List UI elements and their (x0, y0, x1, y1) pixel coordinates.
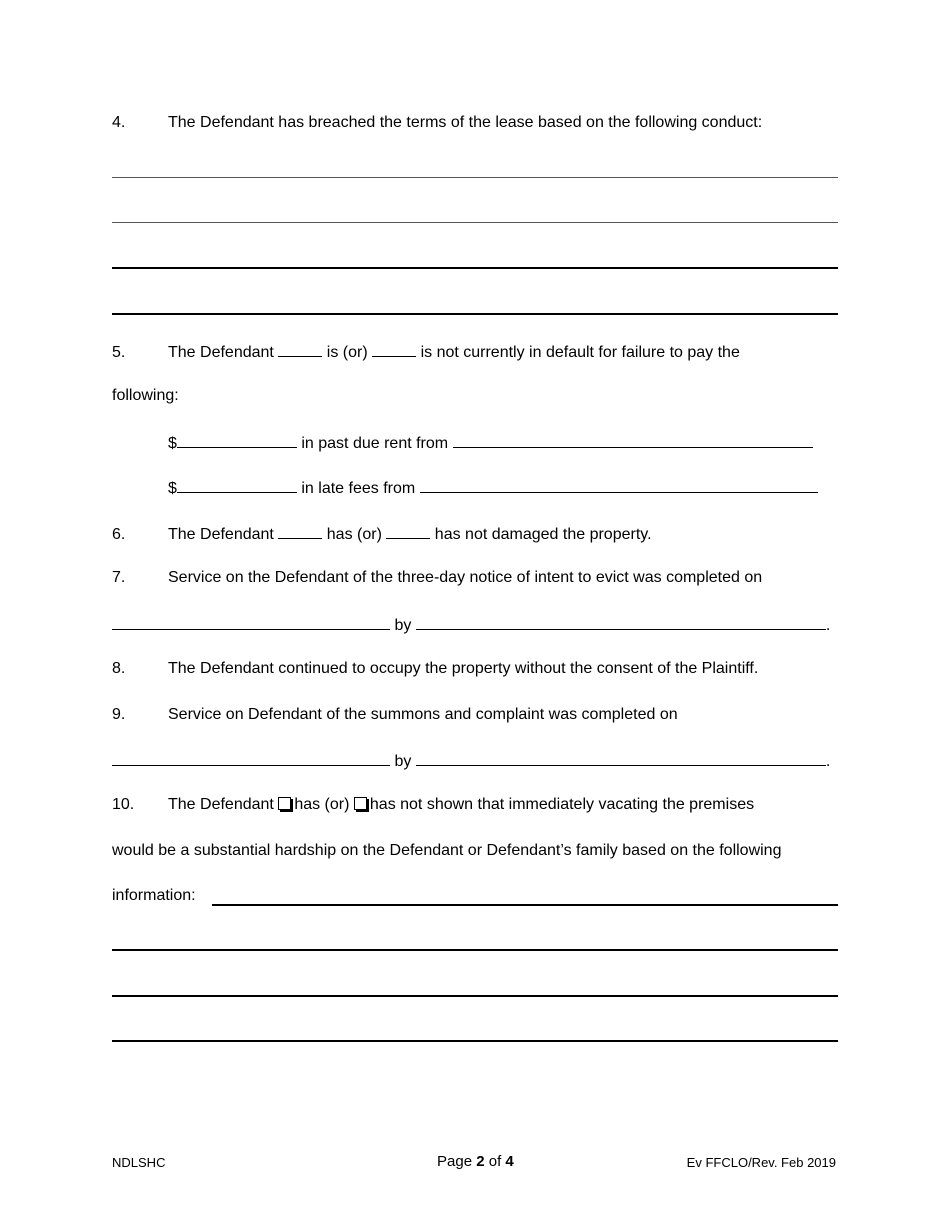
item-10-opt2: has not shown that immediately vacating the premises (369, 796, 755, 813)
fees-dollar-sign: $ (168, 480, 177, 497)
item-5-pre: The Defendant (168, 344, 274, 361)
item-5-mid: is (or) (326, 344, 368, 361)
page-total: 4 (505, 1153, 514, 1170)
info-label: information: (112, 887, 196, 904)
item-9-end: . (825, 753, 831, 770)
rent-period-blank[interactable] (453, 432, 813, 448)
item-4 (112, 113, 762, 133)
item-6-pre: The Defendant (168, 526, 274, 543)
item-6 (112, 523, 652, 545)
rent-label: in past due rent from (301, 435, 449, 452)
item-6-number: 6. (112, 526, 126, 543)
fees-amount-blank[interactable] (177, 477, 297, 493)
item-5-post: is not currently in default for failure to pay the (420, 344, 740, 361)
hardship-line-2[interactable] (112, 949, 838, 951)
item-7-number: 7. (112, 569, 126, 586)
item-10-continuation: would be a substantial hardship on the Defendant or Defendant’s family based on the following (112, 842, 782, 859)
item-4-number: 4. (112, 114, 126, 131)
damaged-has-not-blank[interactable] (386, 523, 430, 539)
page-word: Page (437, 1153, 473, 1170)
item-9-number: 9. (112, 706, 126, 723)
item-8-text: The Defendant continued to occupy the property without the consent of the Plaintiff. (168, 660, 759, 677)
fees-period-blank[interactable] (420, 477, 818, 493)
item-10-number: 10. (112, 796, 135, 813)
item-7-text: Service on the Defendant of the three-day notice of intent to evict was completed on (168, 569, 763, 586)
item-8 (112, 659, 758, 679)
item-7-by: by (394, 617, 412, 634)
item-9-completion-row (112, 750, 830, 772)
page-number: 2 (476, 1153, 485, 1170)
hardship-line-3[interactable] (112, 995, 838, 997)
item-6-post: has not damaged the property. (434, 526, 652, 543)
rent-amount-blank[interactable] (177, 432, 297, 448)
conduct-line-1[interactable] (112, 177, 838, 178)
has-not-shown-checkbox[interactable] (354, 797, 367, 810)
damaged-has-blank[interactable] (278, 523, 322, 539)
late-fees-row (168, 477, 818, 499)
footer-right: Ev FFCLO/Rev. Feb 2019 (686, 1155, 836, 1170)
rent-dollar-sign: $ (168, 435, 177, 452)
page-indicator (437, 1154, 514, 1170)
item-7 (112, 568, 762, 588)
item-5-number: 5. (112, 344, 126, 361)
item-8-number: 8. (112, 660, 126, 677)
summons-served-by-blank[interactable] (416, 750, 826, 766)
footer-left: NDLSHC (112, 1155, 166, 1170)
hardship-line-4[interactable] (112, 1040, 838, 1042)
conduct-line-4[interactable] (112, 313, 838, 315)
has-shown-checkbox[interactable] (278, 797, 291, 810)
fees-label: in late fees from (301, 480, 416, 497)
conduct-line-2[interactable] (112, 222, 838, 223)
notice-date-blank[interactable] (112, 614, 390, 630)
item-5-continuation: following: (112, 387, 179, 404)
of-word: of (488, 1153, 502, 1170)
conduct-line-3[interactable] (112, 267, 838, 269)
item-10-info-row (112, 886, 196, 906)
notice-served-by-blank[interactable] (416, 614, 826, 630)
summons-date-blank[interactable] (112, 750, 390, 766)
default-is-blank[interactable] (278, 341, 322, 357)
item-6-mid: has (or) (326, 526, 382, 543)
item-9 (112, 705, 678, 725)
item-10-opt1: has (or) (294, 796, 350, 813)
default-is-not-blank[interactable] (372, 341, 416, 357)
hardship-line-1[interactable] (212, 904, 838, 906)
item-10 (112, 795, 754, 815)
past-due-rent-row (168, 432, 813, 454)
item-9-text: Service on Defendant of the summons and complaint was completed on (168, 706, 678, 723)
item-5 (112, 341, 740, 363)
item-10-pre: The Defendant (168, 796, 274, 813)
item-7-completion-row (112, 614, 830, 636)
item-4-text: The Defendant has breached the terms of the lease based on the following conduct: (168, 114, 763, 131)
item-9-by: by (394, 753, 412, 770)
item-7-end: . (825, 617, 831, 634)
